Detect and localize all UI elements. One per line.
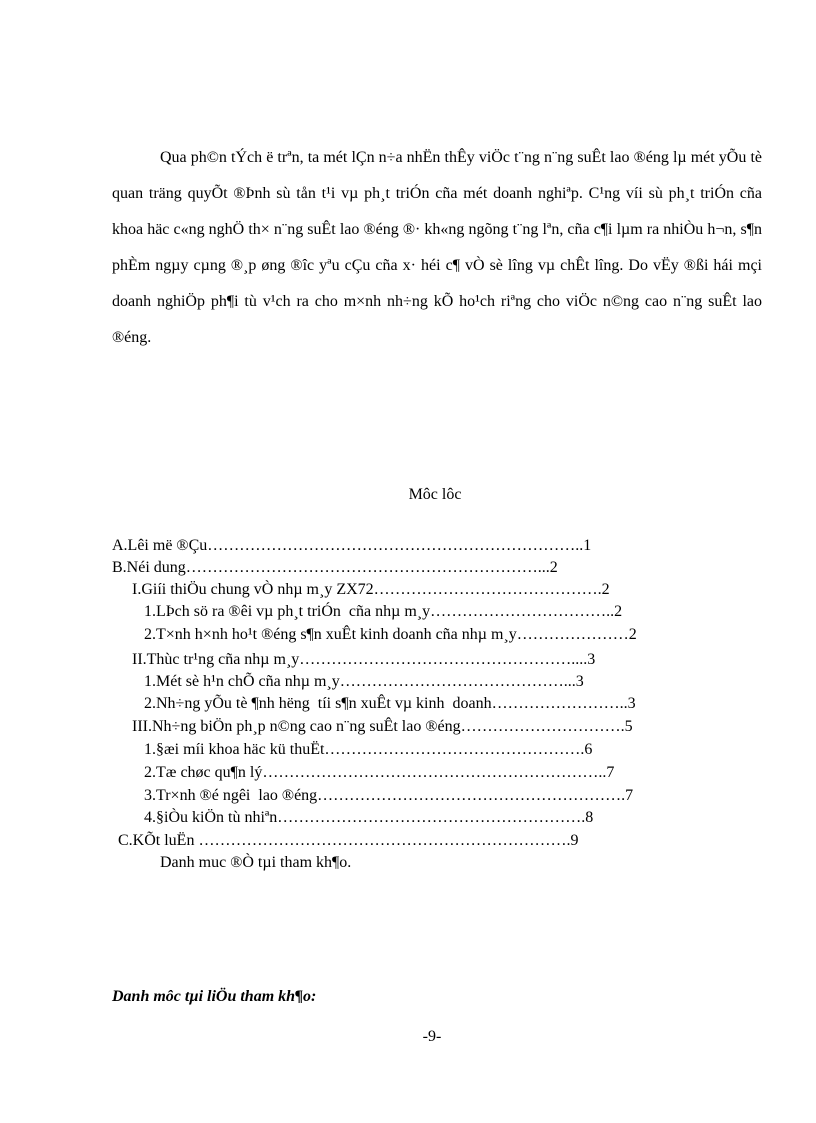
toc-line: 2.T×nh h×nh ho¹t ®éng s¶n xuÊt kinh doanh cña nhµ m¸y…………………2: [144, 626, 637, 643]
toc-line: 1.Mét sè h¹n chÕ cña nhµ m¸y……………………………………...3: [144, 673, 584, 690]
intro-rest: lµ mét yÕu tè quan träng quyÕt ®Þnh sù tån t¹i vµ ph¸t triÓn cña mét doanh nghiªp. C¹ng víi sù ph¸t triÓn cña khoa häc c«ng nghÖ th× n¨ng suÊt lao ®éng ®· kh«ng ngõng t¨ng lªn, cña c¶i lµm ra nhiÒu h¬n, s¶n phÈm ngµy cµng ®¸p øng ®îc yªu cÇu cña x· héi c¶ vÒ sè lîng vµ chÊt lîng. Do vËy ®ßi hái mçi doanh nghiÖp ph¶i tù v¹ch ra cho m×nh nh÷ng kÕ ho¹ch riªng cho viÖc n©ng cao n¨ng suÊt lao ®éng.: [112, 149, 763, 346]
references-heading: Danh môc tµi liÖu tham kh¶o:: [112, 988, 317, 1005]
toc-line: B.Néi dung…………………………………………………………...2: [112, 559, 558, 576]
toc-line: 3.Tr×nh ®é ngêi lao ®éng………………………………………………….7: [144, 787, 634, 804]
intro-paragraph: [112, 140, 762, 356]
toc-line: Danh muc ®Ò tµi tham kh¶o.: [160, 854, 352, 871]
page-number: -9-: [422, 1028, 442, 1045]
toc-line: A.Lêi më ®Çu……………………………………………………………..1: [112, 537, 592, 554]
toc-line: 1.LÞch sö ra ®êi vµ ph¸t triÓn cña nhµ m¸y……………………………..2: [144, 603, 623, 620]
toc-line: III.Nh÷ng biÖn ph¸p n©ng cao n¨ng suÊt lao ®éng………………………….5: [132, 718, 633, 735]
toc-line: II.Thùc tr¹ng cña nhµ m¸y……………………………………………....3: [132, 651, 596, 668]
toc-title: Môc lôc: [408, 486, 462, 503]
toc-line: 2.Nh÷ng yÕu tè ¶nh hëng tíi s¶n xuÊt vµ kinh doanh……………………..3: [144, 695, 636, 712]
intro-first-line: Qua ph©n tÝch ë trªn, ta mét lÇn n÷a nhËn thÊy viÖc t¨ng n¨ng suÊt lao ®éng: [160, 149, 669, 166]
toc-line: 4.§iÒu kiÖn tù nhiªn………………………………………………….8: [144, 809, 594, 826]
toc-line: C.KÕt luËn …………………………………………………………….9: [118, 832, 579, 849]
toc-line: I.Giíi thiÖu chung vÒ nhµ m¸y ZX72…………………………………….2: [132, 581, 610, 598]
toc-line: 1.§æi míi khoa häc kü thuËt………………………………………….6: [144, 741, 593, 758]
toc-line: 2.Tæ chøc qu¶n lý………………………………………………………..7: [144, 764, 615, 781]
